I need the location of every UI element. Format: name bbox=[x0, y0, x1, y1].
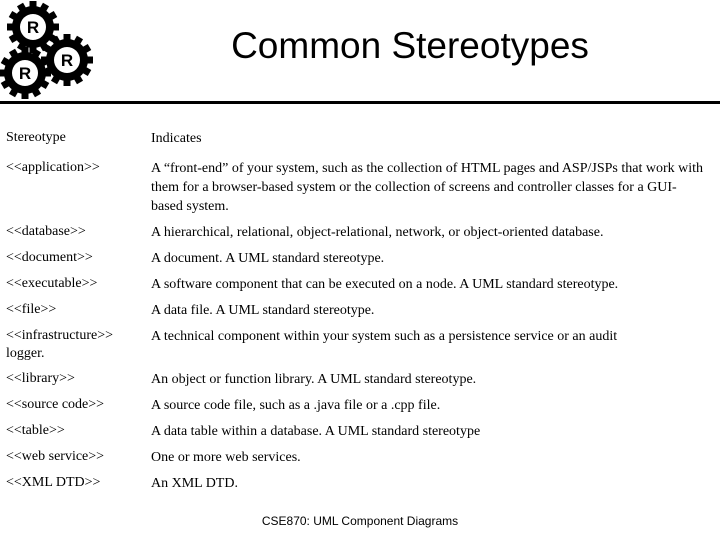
column-header-indicates: Indicates bbox=[151, 131, 202, 146]
gears-logo bbox=[0, 0, 110, 100]
stereotype-cell: <<table>> bbox=[6, 423, 65, 438]
table-row bbox=[6, 422, 706, 441]
indicates-cell: An XML DTD. bbox=[151, 476, 238, 491]
table-row bbox=[6, 223, 706, 242]
stereotype-cell: <<XML DTD>> bbox=[6, 475, 101, 490]
stereotype-cell: <<web service>> bbox=[6, 449, 105, 464]
stereotype-cell: <<database>> bbox=[6, 224, 86, 239]
stereotype-cell: <<file>> bbox=[6, 302, 57, 317]
table-row bbox=[6, 301, 706, 320]
stereotype-cell: <<executable>> bbox=[6, 276, 98, 291]
logo-letter: R bbox=[60, 51, 74, 70]
stereotype-cell: <<infrastructure>> logger. bbox=[6, 328, 113, 361]
title-divider bbox=[0, 101, 720, 104]
stereotype-table bbox=[6, 129, 706, 500]
page-title: Common Stereotypes bbox=[231, 25, 589, 66]
stereotype-cell: <<document>> bbox=[6, 250, 93, 265]
indicates-cell: A document. A UML standard stereotype. bbox=[151, 251, 385, 266]
indicates-cell: A technical component within your system such as a persistence service or an audit bbox=[151, 329, 618, 344]
table-header-row bbox=[6, 129, 706, 148]
indicates-cell: One or more web services. bbox=[151, 450, 301, 465]
indicates-cell: A software component that can be executed on a node. A UML standard stereotype. bbox=[151, 277, 619, 292]
table-row bbox=[6, 370, 706, 389]
stereotype-cell: <<application>> bbox=[6, 160, 100, 175]
indicates-cell: An object or function library. A UML standard stereotype. bbox=[151, 372, 477, 387]
table-row bbox=[6, 159, 706, 216]
indicates-cell: A data table within a database. A UML standard stereotype bbox=[151, 424, 481, 439]
indicates-cell: A data file. A UML standard stereotype. bbox=[151, 303, 375, 318]
indicates-cell: A source code file, such as a .java file or a .cpp file. bbox=[151, 398, 441, 413]
table-row bbox=[6, 396, 706, 415]
table-row bbox=[6, 448, 706, 467]
logo-letter: R bbox=[18, 64, 32, 83]
stereotype-cell: <<source code>> bbox=[6, 397, 105, 412]
logo-letter: R bbox=[26, 18, 40, 37]
column-header-stereotype: Stereotype bbox=[6, 130, 66, 145]
table-row bbox=[6, 327, 706, 363]
table-row bbox=[6, 275, 706, 294]
table-row bbox=[6, 249, 706, 268]
stereotype-cell: <<library>> bbox=[6, 371, 75, 386]
footer-text: CSE870: UML Component Diagrams bbox=[261, 514, 459, 528]
indicates-cell: A “front-end” of your system, such as the collection of HTML pages and ASP/JSPs that work with them for a browser-based system or the collection of screens and controller classes for a GUI-based system. bbox=[151, 161, 704, 214]
table-row bbox=[6, 474, 706, 493]
indicates-cell: A hierarchical, relational, object-relational, network, or object-oriented database. bbox=[151, 225, 604, 240]
